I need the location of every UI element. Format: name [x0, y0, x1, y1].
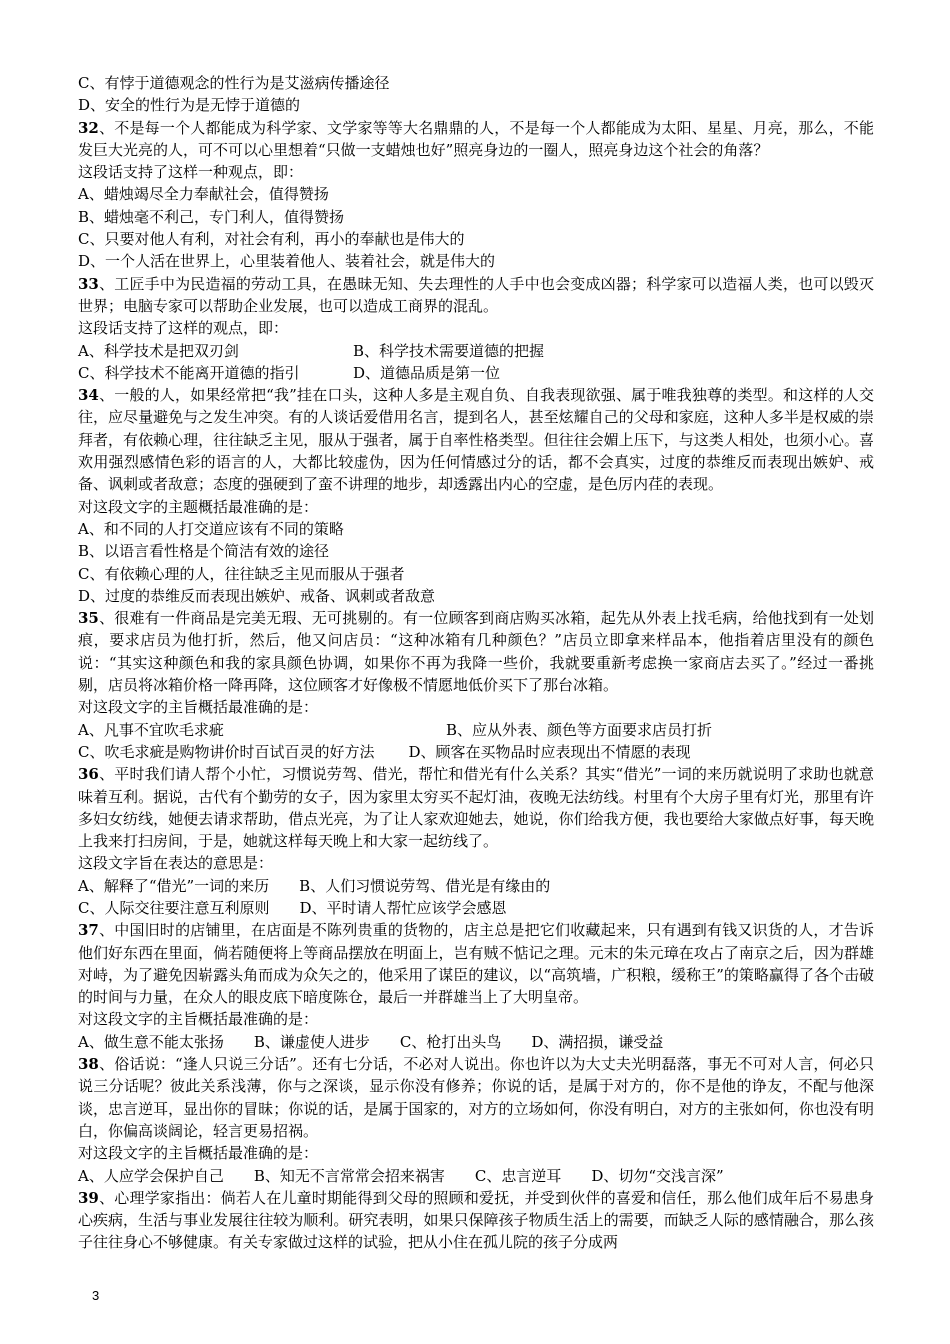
question-number: 36 — [78, 765, 99, 784]
question-number: 38 — [78, 1055, 99, 1074]
option-line: A、蜡烛竭尽全力奉献社会，值得赞扬 — [78, 185, 329, 204]
option-d: D、平时请人帮忙应该学会感恩 — [299, 898, 507, 917]
options-row — [78, 741, 874, 763]
question-prompt: 对这段文字的主旨概括最准确的是： — [78, 698, 319, 717]
option-c: C、忠言逆耳 — [474, 1166, 562, 1185]
question-text: 、一般的人，如果经常把“我”挂在口头，这种人多是主观自负、自我表现欲强、属于唯我独尊的类型。和这样的人交往，应尽量避免与之发生冲突。有的人谈话爱借用名言，提到名人，甚至炫耀自己的父母和家庭，这种人多半是权威的崇拜者，有依赖心理，往往缺乏主见，服从于强者，属于自率性格类型。但往往会媚上压下，与这类人相处，也须小心。喜欢用强烈感情色彩的语言的人，大都比较虚伪，因为任何情感过分的话，都不会真实，过度的恭维反而表现出嫉妒、戒备、讽刺或者敌意；态度的强硬到了蛮不讲理的地步，却透露出内心的空虚，是色厉内荏的表现。 — [78, 386, 874, 494]
question-number: 32 — [78, 118, 99, 137]
options-row — [78, 719, 874, 741]
question-text: 、心理学家指出：倘若人在儿童时期能得到父母的照顾和爱抚，并受到伙伴的喜爱和信任，那么他们成年后不易患身心疾病，生活与事业发展往往较为顺利。研究表明，如果只保障孩子物质生活上的需要，而缺乏人际的感情融合，那么孩子往往身心不够健康。有关专家做过这样的试验，把从小住在孤儿院的孩子分成两 — [78, 1188, 874, 1252]
question-38 — [78, 1053, 874, 1142]
option-d: D、满招损，谦受益 — [531, 1032, 664, 1051]
question-text: 、不是每一个人都能成为科学家、文学家等等大名鼎鼎的人，不是每一个人都能成为太阳、星星、月亮，那么，不能发巨大光亮的人，可不可以心里想着“只做一支蜡烛也好”照亮身边的一圈人，照亮身边这个社会的角落？ — [78, 118, 874, 159]
question-number: 34 — [78, 386, 99, 405]
question-39 — [78, 1187, 874, 1254]
question-prompt: 对这段文字的主题概括最准确的是： — [78, 497, 319, 516]
option-b: B、科学技术需要道德的把握 — [353, 341, 545, 360]
question-number: 37 — [78, 921, 99, 940]
question-number: 35 — [78, 609, 99, 628]
question-37 — [78, 919, 874, 1008]
option-a: A、凡事不宜吹毛求疵 — [78, 720, 224, 739]
option-d: D、切勿“交浅言深” — [591, 1166, 724, 1185]
question-prompt: 这段话支持了这样一种观点，即： — [78, 163, 304, 182]
question-prompt: 这段文字旨在表达的意思是： — [78, 854, 274, 873]
option-line: A、和不同的人打交道应该有不同的策略 — [78, 519, 344, 538]
option-d: D、顾客在买物品时应表现出不情愿的表现 — [408, 742, 691, 761]
option-c: C、吹毛求疵是购物讲价时百试百灵的好方法 — [78, 742, 375, 761]
option-a: A、做生意不能太张扬 — [78, 1032, 224, 1051]
option-c: C、枪打出头鸟 — [399, 1032, 502, 1051]
option-c: C、人际交往要注意互利原则 — [78, 898, 270, 917]
option-c: C、科学技术不能离开道德的指引 — [78, 363, 300, 382]
question-prompt: 这段话支持了这样的观点，即： — [78, 319, 289, 338]
question-34 — [78, 384, 874, 495]
option-line: C、有依赖心理的人，往往缺乏主见而服从于强者 — [78, 564, 405, 583]
option-b: B、人们习惯说劳驾、借光是有缘由的 — [299, 876, 551, 895]
option-line: D、过度的恭维反而表现出嫉妒、戒备、讽刺或者敌意 — [78, 586, 436, 605]
question-text: 、中国旧时的店铺里，在店面是不陈列贵重的货物的，店主总是把它们收藏起来，只有遇到有钱又识货的人，才告诉他们好东西在里面，倘若随便将上等商品摆放在明面上，岂有贼不惦记之理。元末的朱元璋在攻占了南京之后，因为群雄对峙，为了避免因崭露头角而成为众矢之的，他采用了谋臣的建议，以“高筑墙，广积粮，缓称王”的策略赢得了各个击破的时间与力量，在众人的眼皮底下暗度陈仓，最后一并群雄当上了大明皇帝。 — [78, 921, 874, 1007]
question-number: 33 — [78, 274, 99, 293]
question-text: 、平时我们请人帮个小忙，习惯说劳驾、借光，帮忙和借光有什么关系？其实“借光”一词的来历就说明了求助也就意味着互利。据说，古代有个勤劳的女子，因为家里太穷买不起灯油，夜晚无法纺线。村里有个大房子里有灯光，那里有许多妇女纺线，她便去请求帮助，借点光亮，为了让人家欢迎她去，她说，你们给我方便，我也要给大家做点好事，每天晚上我来打扫房间，于是，她就这样每天晚上和大家一起纺线了。 — [78, 765, 874, 851]
options-row — [78, 362, 874, 384]
options-row — [78, 897, 874, 919]
question-prompt: 对这段文字的主旨概括最准确的是： — [78, 1144, 319, 1163]
question-35 — [78, 607, 874, 696]
options-row — [78, 1031, 874, 1053]
question-33 — [78, 273, 874, 318]
option-line: B、以语言看性格是个简洁有效的途径 — [78, 542, 330, 561]
question-text: 、很难有一件商品是完美无瑕、无可挑剔的。有一位顾客到商店购买冰箱，起先从外表上找毛病，给他找到有一处划痕，要求店员为他打折，然后，他又问店员：“这种冰箱有几种颜色？”店员立即拿来样品本，他指着店里没有的颜色说：“其实这种颜色和我的家具颜色协调，如果你不再为我降一些价，我就要重新考虑换一家商店去买了。”经过一番挑剔，店员将冰箱价格一降再降，这位顾客才好像极不情愿地低价买下了那台冰箱。 — [78, 609, 874, 695]
question-prompt: 对这段文字的主旨概括最准确的是： — [78, 1010, 319, 1029]
option-line: D、一个人活在世界上，心里装着他人、装着社会，就是伟大的 — [78, 252, 496, 271]
option-b: B、知无不言常常会招来祸害 — [253, 1166, 445, 1185]
question-36 — [78, 763, 874, 852]
option-line: C、只要对他人有利，对社会有利，再小的奉献也是伟大的 — [78, 230, 465, 249]
options-row — [78, 340, 874, 362]
option-b: B、应从外表、颜色等方面要求店员打折 — [446, 720, 713, 739]
page-number: 3 — [92, 1288, 100, 1303]
option-line: C、有悖于道德观念的性行为是艾滋病传播途径 — [78, 74, 390, 92]
question-32 — [78, 117, 874, 162]
option-a: A、科学技术是把双刃剑 — [78, 341, 239, 360]
option-b: B、谦虚使人进步 — [253, 1032, 370, 1051]
option-line: B、蜡烛毫不利己，专门利人，值得赞扬 — [78, 207, 345, 226]
option-a: A、人应学会保护自己 — [78, 1166, 224, 1185]
question-number: 39 — [78, 1188, 99, 1207]
option-a: A、解释了“借光”一词的来历 — [78, 876, 270, 895]
question-text: 、俗话说：“逢人只说三分话”。还有七分话，不必对人说出。你也许以为大丈夫光明磊落，事无不可对人言，何必只说三分话呢？彼此关系浅薄，你与之深谈，显示你没有修养；你说的话，是属于对方的，你不是他的诤友，不配与他深谈，忠言逆耳，显出你的冒昧；你说的话，是属于国家的，对方的立场如何，你没有明白，对方的主张如何，你也没有明白，你偏高谈阔论，轻言更易招祸。 — [78, 1055, 874, 1140]
options-row — [78, 875, 874, 897]
option-d: D、道德品质是第一位 — [353, 363, 501, 382]
question-text: 、工匠手中为民造福的劳动工具，在愚昧无知、失去理性的人手中也会变成凶器；科学家可以造福人类，也可以毁灭世界；电脑专家可以帮助企业发展，也可以造成工商界的混乱。 — [78, 274, 874, 315]
option-line: D、安全的性行为是无悖于道德的 — [78, 96, 301, 115]
options-row — [78, 1165, 874, 1187]
document-page — [78, 72, 874, 1254]
